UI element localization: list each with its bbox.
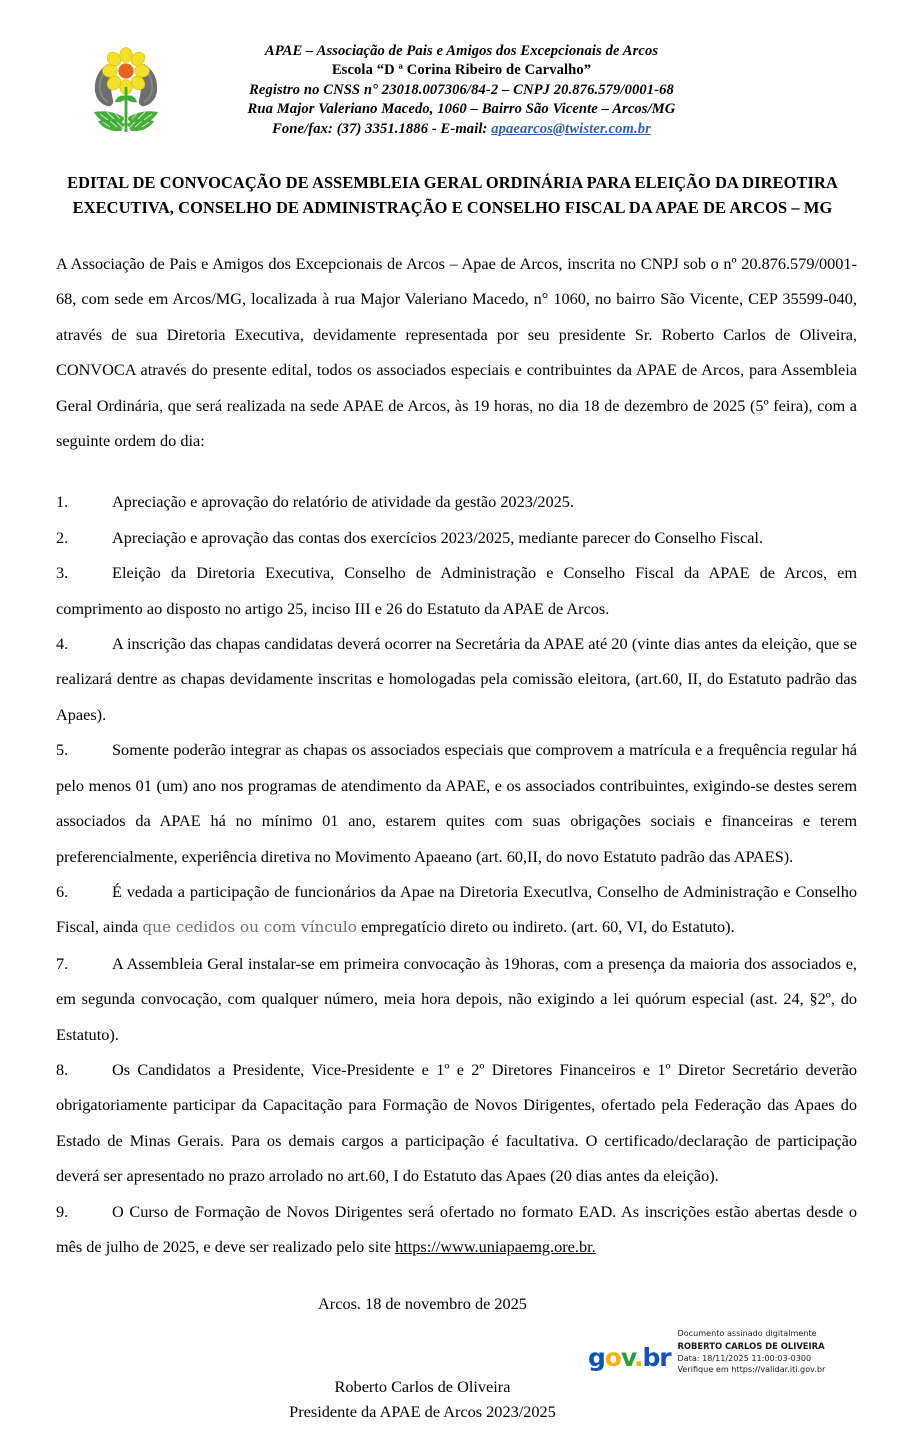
list-item-text: Somente poderão integrar as chapas os associados especiais que comprovem a matrícula e a frequência regular há pelo menos 01 (um) ano nos programas de atendimento da APAE, e os associados contribuintes, exigindo-se destes serem associados da APAE há no mínimo 01 ano, estarem quites com suas obrigações sociais e financeiras e terem preferencialmente, experiência diretiva no Movimento Apaeano (art. 60,II, do novo Estatuto padrão das APAES). — [56, 740, 857, 866]
signature-notice: Documento assinado digitalmente — [677, 1328, 817, 1339]
address-line: Rua Major Valeriano Macedo, 1060 – Bairro São Vicente – Arcos/MG — [247, 101, 676, 118]
school-name: Escola “D ª Corina Ribeiro de Carvalho” — [331, 62, 592, 79]
list-item — [56, 874, 857, 946]
intro-block — [56, 246, 857, 458]
letterhead — [0, 0, 905, 140]
agenda-list — [56, 484, 857, 1264]
list-item — [56, 484, 857, 519]
list-item-number: 8. — [56, 1059, 69, 1079]
list-item-text: Eleição da Diretoria Executiva, Conselho de Administração e Conselho Fiscal da APAE de Arcos, em comprimento ao disposto no artigo 25, inciso III e 26 do Estatuto da APAE de Arcos. — [56, 563, 857, 618]
page-title-line-2: EXECUTIVA, CONSELHO DE ADMINISTRAÇÃO E CONSELHO FISCAL DA APAE DE ARCOS – MG — [72, 198, 833, 217]
email-link[interactable]: apaearcos@twister.com.br — [491, 120, 651, 137]
apae-logo — [78, 42, 174, 140]
list-item — [56, 732, 857, 874]
govbr-logo-o: o — [604, 1342, 621, 1372]
signature-signer-name: ROBERTO CARLOS DE OLIVEIRA — [677, 1340, 825, 1351]
list-item-number: 9. — [56, 1201, 69, 1221]
govbr-logo-icon — [588, 1342, 671, 1372]
contact-prefix: Fone/fax: (37) 3351.1886 - E-mail: — [272, 120, 492, 137]
signer-name: Roberto Carlos de Oliveira — [334, 1377, 511, 1397]
list-item — [56, 520, 857, 555]
list-item-number: 2. — [56, 527, 69, 547]
place-and-date: Arcos. 18 de novembro de 2025 — [318, 1294, 527, 1314]
list-item — [56, 946, 857, 1052]
signature-block — [0, 1374, 905, 1424]
list-item-number: 6. — [56, 881, 69, 901]
govbr-logo-dot: . — [634, 1342, 643, 1372]
list-item — [56, 626, 857, 732]
registration-line: Registro no CNSS n° 23018.007306/84-2 – CNPJ 20.876.579/0001-68 — [249, 81, 674, 98]
signature-details — [677, 1328, 825, 1375]
list-item-text: Apreciação e aprovação do relatório de atividade da gestão 2023/2025. — [112, 492, 575, 512]
list-item-text: Os Candidatos a Presidente, Vice-Presidente e 1º e 2º Diretores Financeiros e 1º Diretor Secretário deverão obrigatoriamente participar da Capacitação para Formação de Novos Dirigentes, ofertado pela Federação das Apaes do Estado de Minas Gerais. Para os demais cargos a participação é facultativa. O certificado/declaração de participação deverá ser apresentado no prazo arrolado no art.60, I do Estatuto das Apaes (20 dias antes da eleição). — [56, 1059, 857, 1186]
govbr-logo-br: br — [642, 1342, 671, 1372]
list-item-number: 4. — [56, 634, 69, 654]
signature-area — [0, 1322, 905, 1432]
list-item-text-part1: É vedada a participação de funcionários da Apae na Diretoria Executlva, Conselho de Administração e Conselho Fiscal, ainda — [56, 881, 857, 937]
list-item-text-part2: empregatício direto ou indireto. (art. 60, VI, do Estatuto). — [356, 917, 735, 937]
intro-paragraph: A Associação de Pais e Amigos dos Excepcionais de Arcos – Apae de Arcos, inscrita no CNPJ sob o nº 20.876.579/0001-68, com sede em Arcos/MG, localizada à rua Major Valeriano Macedo, n° 1060, no bairro São Vicente, CEP 35599-040, através de sua Diretoria Executiva, devidamente representada por seu presidente Sr. Roberto Carlos de Oliveira, CONVOCA através do presente edital, todos os associados especiais e contribuintes da APAE de Arcos, para Assembleia Geral Ordinária, que será realizada na sede APAE de Arcos, às 19 horas, no dia 18 de dezembro de 2025 (5º feira), com a seguinte ordem do dia: — [56, 254, 857, 451]
list-item — [56, 1194, 857, 1265]
list-item-text: A Assembleia Geral instalar-se em primeira convocação às 19horas, com a presença da maioria dos associados e, em segunda convocação, com qualquer número, meia hora depois, não exigindo a lei quórum especial (ast. 24, §2º, do Estatuto). — [56, 953, 857, 1044]
contact-line — [188, 120, 735, 139]
course-registration-link[interactable]: https://www.uniapaemg.ore.br. — [395, 1236, 596, 1256]
list-item — [56, 1052, 857, 1194]
list-item-number: 5. — [56, 740, 69, 760]
signature-verify-url: Verifique em https://validar.iti.gov.br — [677, 1364, 826, 1375]
govbr-logo-g: g — [588, 1342, 605, 1372]
list-item-number: 7. — [56, 953, 69, 973]
letterhead-text — [188, 38, 845, 139]
list-item-text: Apreciação e aprovação das contas dos exercícios 2023/2025, mediante parecer do Conselho Fiscal. — [112, 527, 764, 547]
list-item — [56, 555, 857, 626]
govbr-logo-v: v — [620, 1342, 635, 1372]
signature-date: Data: 18/11/2025 11:00:03-0300 — [677, 1352, 812, 1363]
page-title-line-1: EDITAL DE CONVOCAÇÃO DE ASSEMBLEIA GERAL ORDINÁRIA PARA ELEIÇÃO DA DIREOTIRA — [67, 173, 838, 192]
list-item-number: 1. — [56, 492, 69, 512]
list-item-text-faded: que cedidos ou com vínculo — [142, 918, 357, 937]
page-title — [56, 170, 849, 220]
org-name: APAE – Associação de Pais e Amigos dos Excepcionais de Arcos — [264, 43, 659, 59]
govbr-signature-stamp — [588, 1328, 825, 1375]
signer-role: Presidente da APAE de Arcos 2023/2025 — [289, 1402, 556, 1422]
list-item-text: A inscrição das chapas candidatas deverá ocorrer na Secretária da APAE até 20 (vinte dias antes da eleição, que se realizará dentre as chapas devidamente inscritas e homologadas pela comissão eleitora, (art.60, II, do Estatuto padrão das Apaes). — [56, 634, 857, 724]
list-item-number: 3. — [56, 563, 69, 583]
list-item-text-part1: O Curso de Formação de Novos Dirigentes será ofertado no formato EAD. As inscrições estão abertas desde o mês de julho de 2025, e deve ser realizado pelo site — [56, 1201, 857, 1256]
